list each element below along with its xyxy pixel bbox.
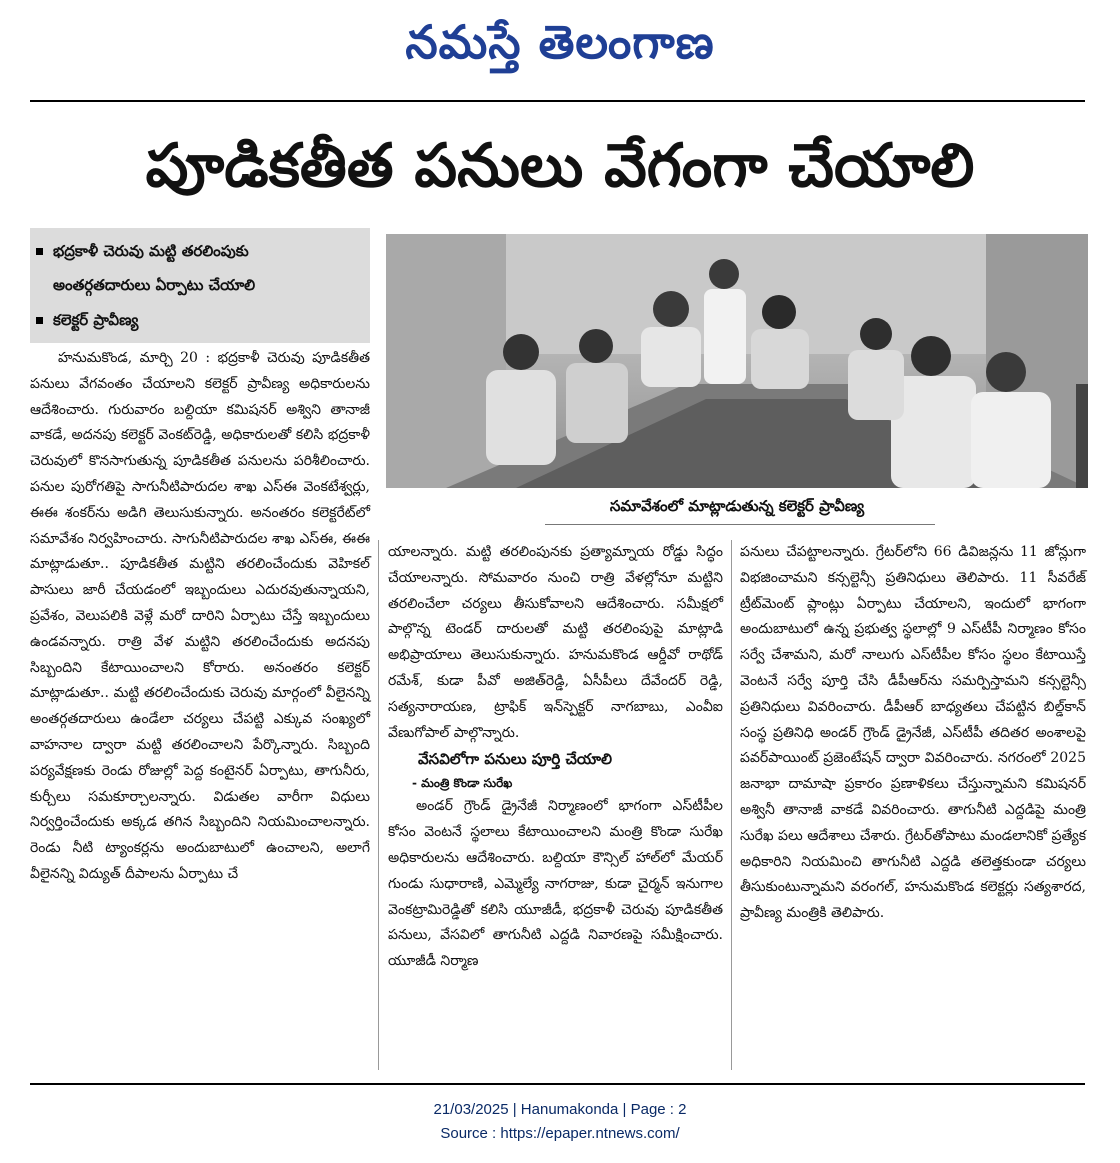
caption-rule	[545, 524, 935, 525]
subheading: వేసవిలోగా పనులు పూర్తి చేయాలి	[418, 750, 613, 769]
masthead	[0, 4, 1120, 80]
highlight-item: భద్రకాళీ చెరువు మట్టి తరలింపుకు	[36, 240, 249, 262]
meeting-photo-illustration	[386, 234, 1088, 488]
column-divider	[378, 540, 379, 1070]
highlights-box	[30, 228, 370, 343]
article-column-2	[388, 540, 723, 975]
article-paragraph: అండర్ గ్రౌండ్ డ్రైనేజీ నిర్మాణంలో భాగంగా ఎస్‌టీపీల కోసం వెంటనే స్థలాలు కేటాయించాలని మంత్రి కొండా సురేఖ అధికారులను ఆదేశించారు. బల్దియా కౌన్సిల్ హాల్‌లో మేయర్ గుండు సుధారాణి, ఎమ్మెల్యే నాగరాజు, కుడా చైర్మన్ ఇనుగాల వెంకట్రామిరెడ్డితో కలిసి యూజీడీ, భద్రకాళీ చెరువు పూడికతీత పనులు, వేసవిలో తాగునీటి ఎద్దడి నివారణపై సమీక్షించారు. యూజీడీ నిర్మాణ	[388, 798, 723, 970]
article-paragraph: పనులు చేపట్టాలన్నారు. గ్రేటర్‌లోని 66 డివిజన్లను 11 జోన్లుగా విభజించామని కన్సల్టెన్సీ ప్రతినిధులు తెలిపారు. 11 సీవరేజ్ ట్రీట్‌మెంట్ ప్లాంట్లు ఏర్పాటు చేయాలని, ఇందులో భాగంగా అందుబాటులో ఉన్న ప్రభుత్వ స్థలాల్లో 9 ఎస్‌టీపీ నిర్మాణం కోసం సర్వే చేశామని, మరో నాలుగు ఎస్‌టీపీల కోసం స్థలం కేటాయిస్తే వెంటనే సర్వే పూర్తి చేసి డీపీఆర్‌ను సమర్పిస్తామని కన్సల్టెన్సీ ప్రతినిధులు వివరించారు. డీపీఆర్ బాధ్యతలు చేపట్టిన బిల్డ్‌కాన్ సంస్థ ప్రతినిధి అండర్ గ్రౌండ్ డ్రైనేజీ, ఎస్‌టీపీ తదితర అంశాలపై పవర్‌పాయింట్ ప్రజెంటేషన్ ద్వారా వివరించారు. నగరంలో 2025 జనాభా దామాషా ప్రకారం ప్రణాళికలు చేస్తున్నామని కమిషనర్ అశ్వినీ తానాజీ వాకడే వివరించారు. తాగునీటి ఎద్దడిపై మంత్రి సురేఖ పలు ఆదేశాలు చేశారు. గ్రేటర్‌తోపాటు మండలానికో ప్రత్యేక అధికారిని నియమించి తాగునీటి ఎద్దడి తలెత్తకుండా చర్యలు తీసుకుంటున్నామని వరంగల్, హనుమకొండ కలెక్టర్లు సత్యశారద, ప్రావీణ్య మంత్రికి తెలిపారు.	[740, 544, 1086, 922]
bottom-rule	[30, 1083, 1085, 1085]
article-paragraph: యాలన్నారు. మట్టి తరలింపునకు ప్రత్యామ్నాయ రోడ్డు సిద్ధం చేయాలన్నారు. సోమవారం నుంచి రాత్రి వేళల్లోనూ మట్టిని తరలించేలా చర్యలు తీసుకోవాలని ఆదేశించారు. సమీక్షలో పాల్గొన్న టెండర్ దారులతో మట్టి తరలింపుపై మాట్లాడి అభిప్రాయాలు తెలుసుకున్నారు. హనుమకొండ ఆర్డీవో రాథోడ్ రమేశ్, కుడా పీవో అజిత్‌రెడ్డి, ఏసీపీలు దేవేందర్ రెడ్డి, సత్యనారాయణ, ట్రాఫిక్ ఇన్‌స్పెక్టర్ నాగబాబు, ఎంవీఐ వేణుగోపాల్ పాల్గొన్నారు.	[388, 544, 723, 741]
footer-date-line: 21/03/2025 | Hanumakonda | Page : 2	[433, 1101, 687, 1118]
footer-source-line[interactable]: Source : https://epaper.ntnews.com/	[440, 1125, 680, 1142]
highlight-item: కలెక్టర్ ప్రావీణ్య	[36, 309, 138, 331]
news-photo	[386, 234, 1088, 488]
highlight-item-continued: అంతర్గతదారులు ఏర్పాటు చేయాలి	[53, 276, 256, 294]
column-divider	[731, 540, 732, 1070]
bullet-square-icon	[36, 248, 43, 255]
byline: - మంత్రి కొండా సురేఖ	[412, 776, 513, 791]
top-rule	[30, 100, 1085, 102]
article-column-1	[30, 346, 370, 888]
bullet-square-icon	[36, 317, 43, 324]
photo-caption: సమావేశంలో మాట్లాడుతున్న కలెక్టర్ ప్రావీణ్య	[609, 497, 865, 515]
masthead-title: నమస్తే తెలంగాణ	[405, 15, 715, 69]
article-paragraph: హనుమకొండ, మార్చి 20 : భద్రకాళీ చెరువు పూడికతీత పనులు వేగవంతం చేయాలని కలెక్టర్ ప్రావీణ్య అధికారులను ఆదేశించారు. గురువారం బల్దియా కమిషనర్ అశ్విని తానాజీ వాకడే, అదనపు కలెక్టర్ వెంకట్‌రెడ్డి, అధికారులతో కలిసి భద్రకాళీ చెరువులో కొనసాగుతున్న పూడికతీత పనులను పరిశీలించారు. పనుల పురోగతిపై సాగునీటిపారుదల శాఖ ఎస్‌ఈ వెంకటేశ్వర్లు, ఈఈ శంకర్‌ను అడిగి తెలుసుకున్నారు. అనంతరం కలెక్టరేట్‌లో సమావేశం నిర్వహించారు. సాగునీటిపారుదల శాఖ ఎస్‌ఈ, ఈఈ మాట్లాడుతూ.. పూడికతీత మట్టిని తరలించేందుకు వెహికల్ పాసులు జారీ చేయడంలో ఇబ్బందులు ఎదురవుతున్నాయని, ప్రవేశం, వెలుపలికి వెళ్లే మరో దారిని ఏర్పాటు చేస్తే ఇబ్బందులు ఉండవన్నారు. రాత్రి వేళ మట్టిని తరలించేందుకు అదనపు సిబ్బందిని కేటాయించాలని కోరారు. అనంతరం కలెక్టర్ మాట్లాడుతూ.. మట్టి తరలించేందుకు చెరువు మార్గంలో వీలైనన్ని అంతర్గతదారులు ఉండేలా చర్యలు చేపట్టి ఎక్కువ సంఖ్యలో వాహనాల ద్వారా మట్టి తరలించాలని పేర్కొన్నారు. సిబ్బంది పర్యవేక్షణకు రెండు రోజుల్లో పెద్ద కంటైనర్ ఏర్పాటు, తాగునీరు, కుర్చీలు సమకూర్చాలన్నారు. విడుతల వారీగా విధులు నిర్వర్తించేందుకు అక్కడ తగిన సిబ్బందిని నియమించాలన్నారు. రెండు నీటి ట్యాంకర్లను అందుబాటులో ఉంచాలని, అలాగే వీలైనన్ని విద్యుత్ దీపాలను ఏర్పాటు చే	[30, 350, 370, 882]
headline: పూడికతీత పనులు వేగంగా చేయాలి	[145, 131, 975, 201]
article-column-3	[740, 540, 1086, 927]
